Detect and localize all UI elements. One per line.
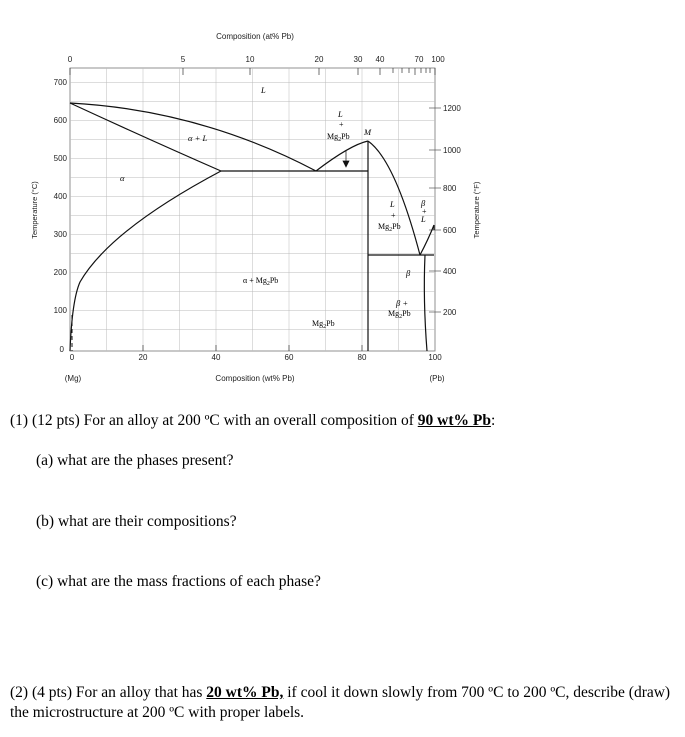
right-tick-label: 400	[443, 267, 457, 276]
region-alpha-mg2pb: $\alpha + Mg_2Pb$	[243, 276, 279, 287]
solvus-alpha	[70, 171, 221, 351]
question-2-suffix: if cool it down slowly from 700 ºC to 200 ºC, describe (draw) the microstructure at 200 ºC with proper labels.	[10, 684, 671, 722]
bottom-tick-label: 20	[138, 353, 148, 362]
right-tick-label: 1000	[443, 146, 461, 155]
bottom-tick-label: 80	[357, 353, 367, 362]
end-label-pb: (Pb)	[429, 374, 445, 383]
region-beta-mg2pb-label: β +	[396, 298, 409, 308]
region-alpha: α	[120, 173, 125, 183]
region-beta-l-label: L	[421, 214, 426, 224]
top-tick-label: 70	[414, 55, 424, 64]
question-1c: (c) what are the mass fractions of each phase?	[36, 573, 321, 590]
top-tick-label: 0	[67, 55, 73, 64]
region-l-mg2pb-label: L	[338, 109, 343, 119]
left-tick-label: 600	[53, 116, 67, 125]
left-tick-label: 400	[53, 192, 67, 201]
left-axis-title: Temperature (°C)	[30, 181, 39, 239]
bottom-tick-label: 100	[428, 353, 442, 362]
region-mg2pb: $Mg_2Pb$	[312, 319, 335, 330]
bottom-axis-title: Composition (wt% Pb)	[215, 374, 295, 383]
liquidus-mg2pb-right	[368, 141, 420, 255]
bottom-tick-label: 60	[284, 353, 294, 362]
point-m: M	[364, 127, 372, 137]
right-tick-label: 600	[443, 226, 457, 235]
top-axis-title: Composition (at% Pb)	[216, 32, 294, 41]
region-beta-mg2pb-label: $Mg_2Pb$	[388, 309, 411, 320]
top-tick-label: 30	[353, 55, 363, 64]
left-tick-label: 0	[59, 345, 64, 354]
question-1b: (b) what are their compositions?	[36, 513, 237, 530]
region-l-mg2pb-label: $Mg_2Pb$	[327, 132, 350, 143]
region-l-mg2pb-2-label: +	[391, 211, 396, 220]
right-axis-title: Temperature (°F)	[472, 181, 481, 239]
bottom-tick-labels	[70, 353, 442, 362]
left-tick-label: 200	[53, 268, 67, 277]
region-alpha-liquid: α + L	[188, 133, 208, 143]
beta-solvus	[424, 255, 427, 351]
right-tick-label: 1200	[443, 104, 461, 113]
top-tick-labels	[68, 55, 445, 64]
question-1a: (a) what are the phases present?	[36, 452, 234, 469]
region-beta-l-label: +	[422, 207, 427, 216]
left-tick-labels	[54, 78, 68, 354]
right-tick-label: 200	[443, 308, 457, 317]
region-beta-l-label: β	[421, 198, 426, 208]
v-gridlines	[107, 68, 399, 351]
left-tick-label: 500	[53, 154, 67, 163]
region-l-mg2pb-2-label: $Mg_2Pb$	[378, 222, 401, 233]
liquidus-mg2pb-left	[316, 141, 368, 171]
region-labels	[120, 85, 427, 330]
question-1	[10, 411, 680, 431]
question-2-prefix: (2) (4 pts) For an alloy that has	[10, 684, 207, 701]
question-1-composition: 90 wt% Pb	[417, 412, 491, 429]
bottom-tick-label: 40	[211, 353, 221, 362]
question-1-prefix: (1) (12 pts) For an alloy at 200 ºC with an overall composition of	[10, 412, 418, 429]
region-l-mg2pb-label: +	[339, 120, 344, 129]
region-l-mg2pb-2-label: L	[390, 199, 395, 209]
beta-liquidus	[420, 225, 434, 255]
question-1-suffix: :	[490, 412, 496, 429]
right-tick-label: 800	[443, 184, 457, 193]
top-tick-label: 5	[180, 55, 186, 64]
bottom-tick-label: 0	[69, 353, 75, 362]
question-2-composition: 20 wt% Pb,	[206, 684, 284, 701]
end-label-mg: (Mg)	[64, 374, 82, 383]
left-tick-label: 700	[53, 78, 67, 87]
top-tick-label: 10	[245, 55, 255, 64]
question-2	[10, 683, 680, 723]
top-tick-label: 100	[431, 55, 445, 64]
right-tick-labels	[443, 104, 461, 317]
region-liquid: L	[261, 85, 266, 95]
left-tick-label: 100	[53, 306, 67, 315]
top-tick-label: 20	[314, 55, 324, 64]
left-tick-label: 300	[53, 230, 67, 239]
region-beta: β	[406, 268, 411, 278]
top-tick-label: 40	[375, 55, 385, 64]
